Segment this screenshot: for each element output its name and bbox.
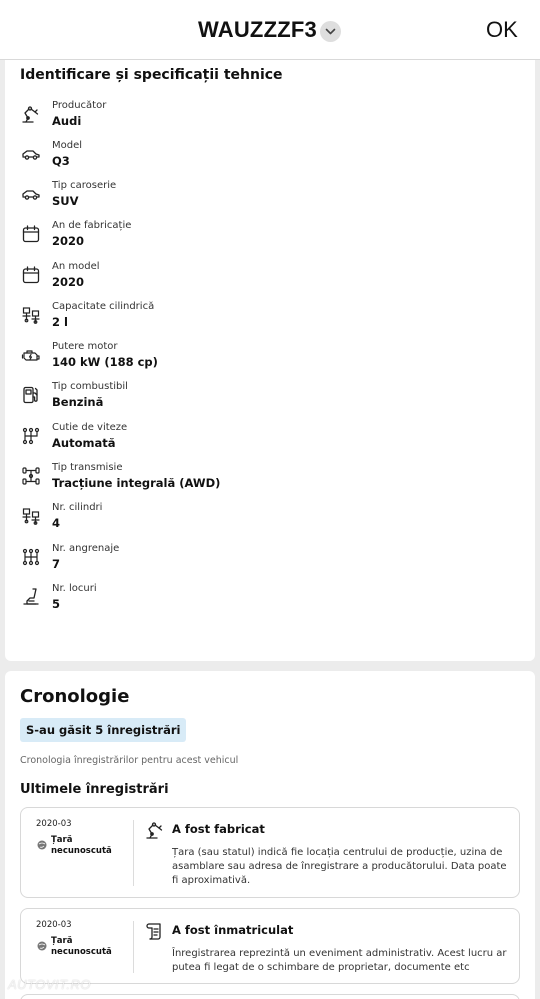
spec-row-model [5,140,535,178]
spec-row-cylinders [5,502,535,540]
spec-label: An de fabricație [52,220,132,231]
spec-row-displacement [5,301,535,339]
spec-row-body-type [5,180,535,218]
watermark-logo: AUTOVIT.RO [8,977,92,992]
spec-row-manufacture-year [5,220,535,258]
entry-title: A fost fabricat [172,822,265,836]
spec-label: Nr. locuri [52,583,97,594]
spec-row-drivetrain [5,462,535,500]
ok-button[interactable]: OK [486,17,518,42]
entry-divider [133,921,134,973]
spec-value: 2020 [52,234,85,248]
spec-label: Tip transmisie [52,462,123,473]
spec-row-model-year [5,261,535,299]
cylinders-icon [21,305,41,325]
top-bar [0,0,540,60]
timeline-subtitle: Cronologia înregistrărilor pentru acest vehicul [20,755,239,766]
entry-date: 2020-03 [36,819,72,829]
spec-value: Benzină [52,395,104,409]
entry-title: A fost înmatriculat [172,923,294,937]
spec-value: Tracțiune integrală (AWD) [52,476,221,490]
spec-label: Tip combustibil [52,381,128,392]
specs-heading: Identificare și specificații tehnice [20,67,283,83]
gearbox-icon [21,426,41,446]
factory-robot-icon [145,820,165,840]
globe-icon [37,941,47,951]
entry-country-label: Țară necunoscută [51,936,112,957]
drivetrain-icon [21,466,41,486]
vin-title: WAUZZZF3 [198,17,317,42]
car-icon [21,184,41,204]
entry-divider [133,820,134,886]
spec-row-engine-power [5,341,535,379]
document-icon [145,921,165,941]
spec-value: 140 kW (188 cp) [52,355,158,369]
spec-row-fuel-type [5,381,535,419]
entry-date: 2020-03 [36,920,72,930]
fuel-icon [21,385,41,405]
manufacturer-icon [21,104,41,124]
spec-row-seats [5,583,535,621]
spec-label: Tip caroserie [52,180,117,191]
entry-description: Înregistrarea reprezintă un eveniment administrativ. Acest lucru ar putea fi legat de o schimbare de proprietar, documente etc [172,948,507,973]
spec-label: Producător [52,100,107,111]
engine-icon [21,345,41,365]
seat-icon [21,587,41,607]
records-count-badge: S-au găsit 5 înregistrări [20,718,186,742]
spec-value: 2 l [52,315,68,329]
gearbox-icon [21,547,41,567]
calendar-icon [21,265,41,285]
entry-description: Țara (sau statul) indică fie locația centrului de producție, uzina de asamblare sau adresa de înregistrare a producătorului. Data poate fi aproximativă. [172,847,507,886]
entry-country-label: Țară necunoscută [51,835,112,856]
cylinders-icon [21,506,41,526]
spec-row-gearbox [5,422,535,460]
specs-card [5,60,535,661]
timeline-entry[interactable] [20,994,520,999]
spec-label: Capacitate cilindrică [52,301,155,312]
spec-row-gears [5,543,535,581]
calendar-icon [21,224,41,244]
spec-label: An model [52,261,100,272]
timeline-entry[interactable] [20,807,520,898]
timeline-entry[interactable] [20,908,520,984]
chevron-down-icon[interactable] [320,21,341,42]
spec-row-manufacturer [5,100,535,138]
car-icon [21,144,41,164]
spec-label: Putere motor [52,341,118,352]
spec-value: 5 [52,597,61,611]
spec-label: Cutie de viteze [52,422,128,433]
spec-label: Nr. cilindri [52,502,103,513]
spec-label: Nr. angrenaje [52,543,120,554]
spec-value: 7 [52,557,61,571]
spec-value: Audi [52,114,82,128]
timeline-card [5,671,535,999]
latest-records-heading: Ultimele înregistrări [20,782,169,797]
globe-icon [37,840,47,850]
spec-value: Q3 [52,154,70,168]
spec-value: 4 [52,516,61,530]
spec-label: Model [52,140,83,151]
spec-value: Automată [52,436,116,450]
timeline-heading: Cronologie [20,686,130,707]
spec-value: 2020 [52,275,85,289]
spec-value: SUV [52,194,79,208]
